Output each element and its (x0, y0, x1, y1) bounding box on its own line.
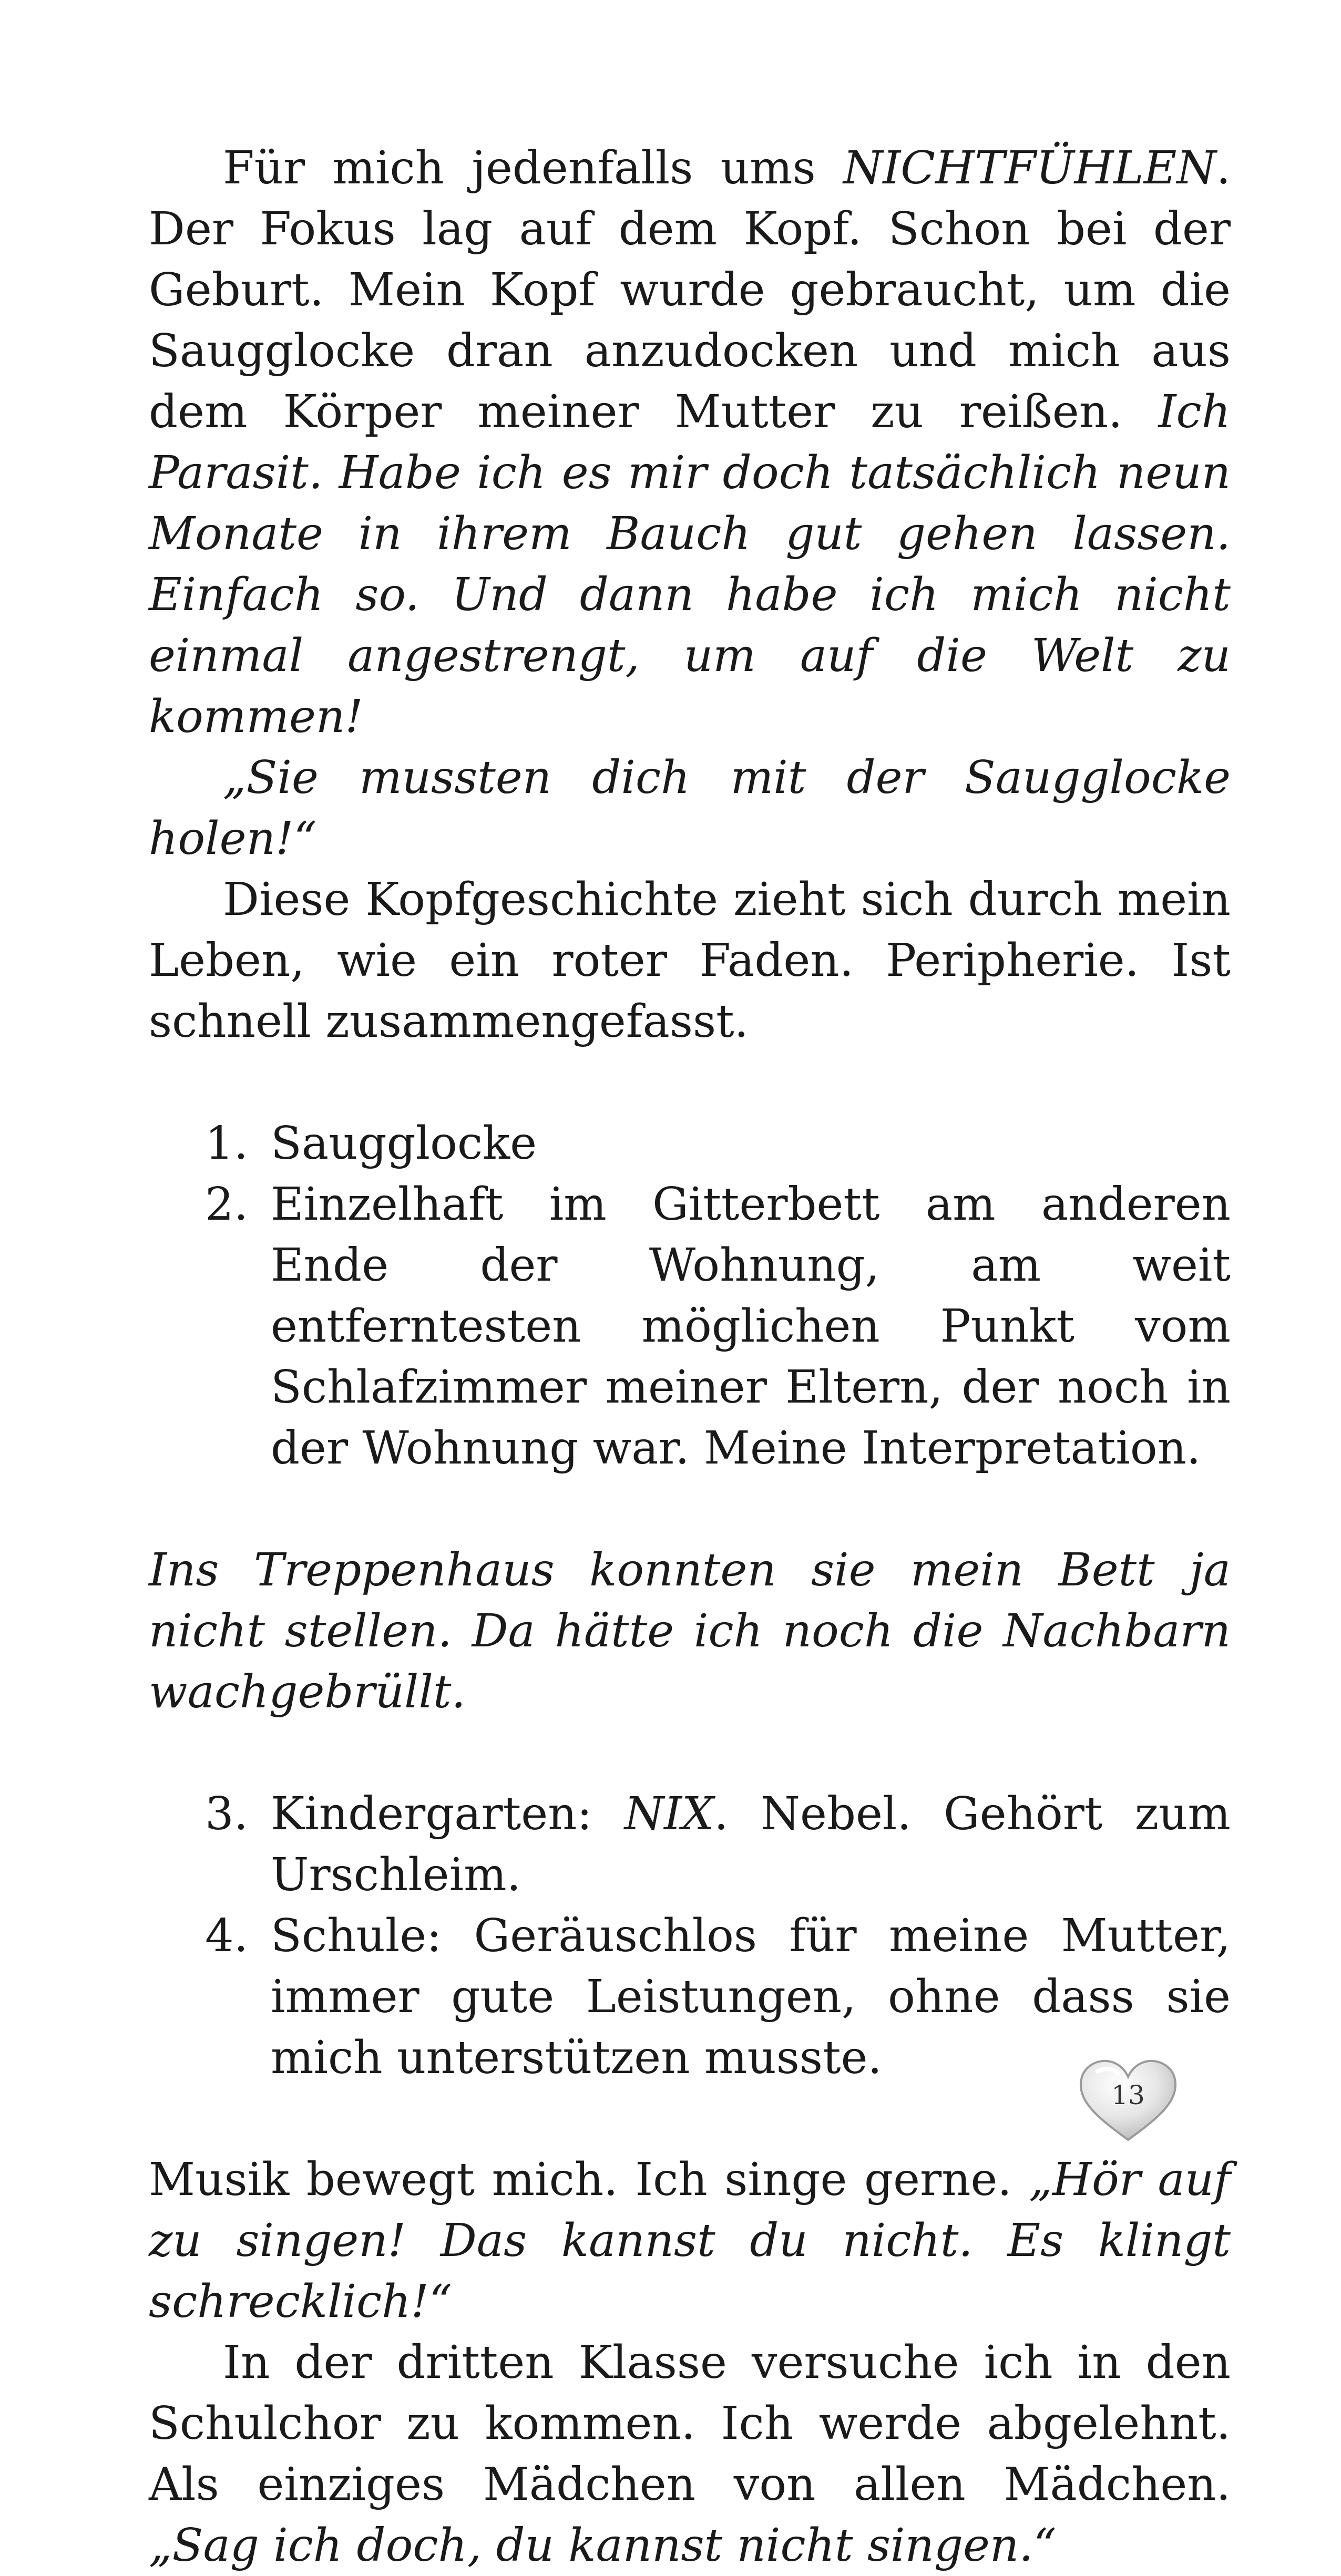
list-item (149, 1905, 1231, 2088)
list-item (149, 1174, 1231, 1479)
paragraph-4-italic: Ins Treppenhaus konnten sie mein Bett ja nicht stellen. Da hätte ich noch die Nachbarn wachgebrüllt. (149, 1544, 1231, 1718)
list-item-text-a: Kindergarten: (271, 1788, 625, 1840)
paragraph-6-text: In der dritten Klasse versuche ich in den Schulchor zu kommen. Ich werde abgelehnt. Als einziges Mädchen von allen Mädchen. (149, 2336, 1231, 2511)
list-item-number: 1. (205, 1117, 249, 1170)
page-body (149, 138, 1231, 2576)
list-item-text: Einzelhaft im Gitterbett am anderen Ende der Wohnung, am weit entferntesten möglichen Punkt vom Schlafzimmer meiner Eltern, der noch in der Wohnung war. Meine Interpretation. (271, 1178, 1231, 1475)
paragraph-5-text: Musik bewegt mich. Ich singe gerne. (149, 2153, 1029, 2206)
list-item-text-c: . Nebel. Gehört zum Urschleim. (271, 1788, 1231, 1901)
paragraph-1-emphasis: NICHTFÜHLEN (843, 142, 1216, 194)
paragraph-spacer (149, 1479, 1231, 1540)
paragraph-3: Diese Kopfgeschichte zieht sich durch mein Leben, wie ein roter Faden. Peripherie. Ist schnell zusammengefasst. (149, 873, 1231, 1048)
paragraph-6-quote: „Sag ich doch, du kannst nicht singen.“ (149, 2519, 1057, 2572)
paragraph-spacer (149, 1723, 1231, 1784)
paragraph-1 (149, 138, 1231, 747)
list-item-text: Schule: Geräuschlos für meine Mutter, immer gute Leistungen, ohne dass sie mich unterstützen musste. (271, 1910, 1231, 2084)
page-number: 13 (1111, 2080, 1145, 2110)
page-number-badge (1076, 2056, 1181, 2145)
numbered-list-b (149, 1784, 1231, 2088)
paragraph-1-text-c: . Der Fokus lag auf dem Kopf. Schon bei der Geburt. Mein Kopf wurde gebraucht, um die Saugglocke dran anzudocken und mich aus dem Körper meiner Mutter zu reißen. (149, 142, 1231, 438)
paragraph-1-text-a: Für mich jedenfalls ums (223, 142, 843, 194)
paragraph-spacer (149, 1052, 1231, 1113)
list-item-number: 4. (205, 1910, 249, 1962)
paragraph-6 (149, 2332, 1231, 2576)
list-item (149, 1113, 1231, 1174)
list-item-number: 2. (205, 1178, 249, 1231)
list-item-text: Saugglocke (271, 1117, 537, 1170)
list-item-emphasis: NIX (624, 1788, 714, 1840)
numbered-list-a (149, 1113, 1231, 1479)
paragraph-5-quote: „Hör auf zu singen! Das kannst du nicht. Es klingt schrecklich!“ (149, 2153, 1231, 2328)
paragraph-spacer (149, 2088, 1231, 2149)
paragraph-1-italic-thought: Ich Parasit. Habe ich es mir doch tatsächlich neun Monate in ihrem Bauch gut gehen lassen. Einfach so. Und dann habe ich mich nicht einmal angestrengt, um auf die Welt zu kommen! (149, 386, 1231, 743)
paragraph-2-quote: „Sie mussten dich mit der Saugglocke holen!“ (149, 751, 1231, 865)
list-item-number: 3. (205, 1788, 249, 1840)
list-item (149, 1784, 1231, 1905)
paragraph-5 (149, 2149, 1231, 2332)
